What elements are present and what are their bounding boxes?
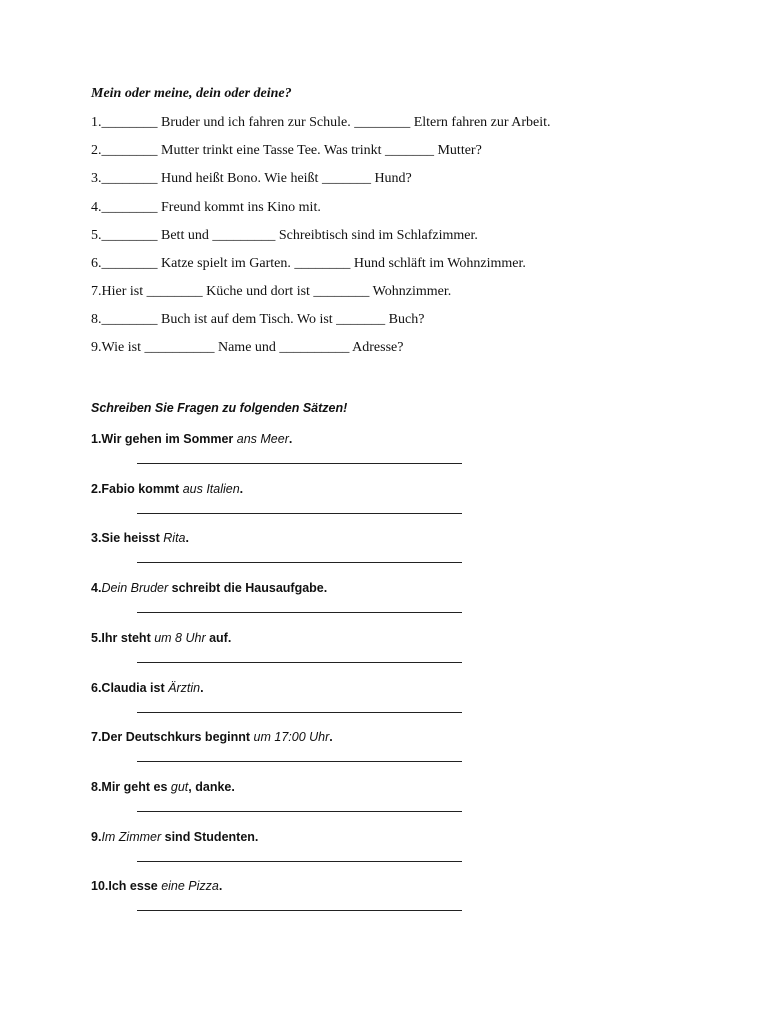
sentence-focus: Ärztin [168,681,201,695]
sentence-text: 1.Wir gehen im Sommer [91,432,237,446]
sentence-text: 5.Ihr steht [91,631,155,645]
exercise2-sentence-9 [91,829,258,845]
answer-line-7[interactable] [137,761,462,762]
sentence-text: 3.Sie heisst [91,531,164,545]
sentence-focus: gut [170,780,189,794]
answer-line-1[interactable] [137,463,462,464]
answer-line-6[interactable] [137,712,462,713]
section1-title: Mein oder meine, dein oder deine? [91,86,292,101]
answer-line-5[interactable] [137,662,462,663]
sentence-text: . [185,531,189,545]
sentence-text: 9. [91,830,102,844]
exercise2-sentence-8 [91,779,235,795]
sentence-focus: um 17:00 Uhr [253,730,330,744]
answer-line-9[interactable] [137,861,462,862]
sentence-text: . [218,879,223,893]
exercise1-sentence-4: 4.________ Freund kommt ins Kino mit. [91,200,321,215]
exercise1-sentence-6: 6.________ Katze spielt im Garten. ________ Hund schläft im Wohnzimmer. [91,256,526,271]
answer-line-8[interactable] [137,811,462,812]
answer-line-2[interactable] [137,513,462,514]
sentence-text: . [329,730,333,744]
sentence-focus: Rita [163,531,186,545]
exercise2-sentence-10 [91,878,222,894]
sentence-text: . [200,681,204,695]
exercise2-sentence-3 [91,530,189,546]
sentence-focus: Dein Bruder [101,581,169,595]
answer-line-10[interactable] [137,910,462,911]
exercise2-sentence-1 [91,431,292,447]
exercise1-sentence-9: 9.Wie ist __________ Name und __________ Adresse? [91,340,404,355]
exercise1-sentence-1: 1.________ Bruder und ich fahren zur Schule. ________ Eltern fahren zur Arbeit. [91,115,551,130]
sentence-text: , danke. [188,780,235,794]
exercise1-sentence-8: 8.________ Buch ist auf dem Tisch. Wo ist _______ Buch? [91,312,425,327]
exercise1-sentence-3: 3.________ Hund heißt Bono. Wie heißt _______ Hund? [91,171,412,186]
exercise2-sentence-2 [91,481,243,497]
exercise1-sentence-7: 7.Hier ist ________ Küche und dort ist ________ Wohnzimmer. [91,284,452,299]
exercise2-sentence-5 [91,630,231,646]
sentence-text: 6.Claudia ist [91,681,169,695]
exercise1-sentence-2: 2.________ Mutter trinkt eine Tasse Tee. Was trinkt _______ Mutter? [91,143,482,158]
sentence-text: 4. [91,581,102,595]
sentence-text: 10.Ich esse [91,879,162,893]
sentence-text: 2.Fabio kommt [91,482,183,496]
section2-title: Schreiben Sie Fragen zu folgenden Sätzen! [91,401,348,415]
sentence-text: 8.Mir geht es [91,780,171,794]
sentence-text: auf. [205,631,232,645]
answer-line-3[interactable] [137,562,462,563]
exercise2-sentence-4 [91,580,327,596]
answer-line-4[interactable] [137,612,462,613]
sentence-focus: um 8 Uhr [154,631,206,645]
sentence-text: . [288,432,293,446]
sentence-focus: ans Meer [236,432,289,446]
exercise2-sentence-7 [91,729,333,745]
sentence-focus: eine Pizza [161,879,219,893]
exercise2-sentence-6 [91,680,204,696]
sentence-text: 7.Der Deutschkurs beginnt [91,730,254,744]
sentence-focus: Im Zimmer [101,830,162,844]
exercise1-sentence-5: 5.________ Bett und _________ Schreibtisch sind im Schlafzimmer. [91,228,478,243]
sentence-focus: aus Italien [182,482,240,496]
sentence-text: . [239,482,244,496]
sentence-text: schreibt die Hausaufgabe. [168,581,328,595]
sentence-text: sind Studenten. [161,830,259,844]
